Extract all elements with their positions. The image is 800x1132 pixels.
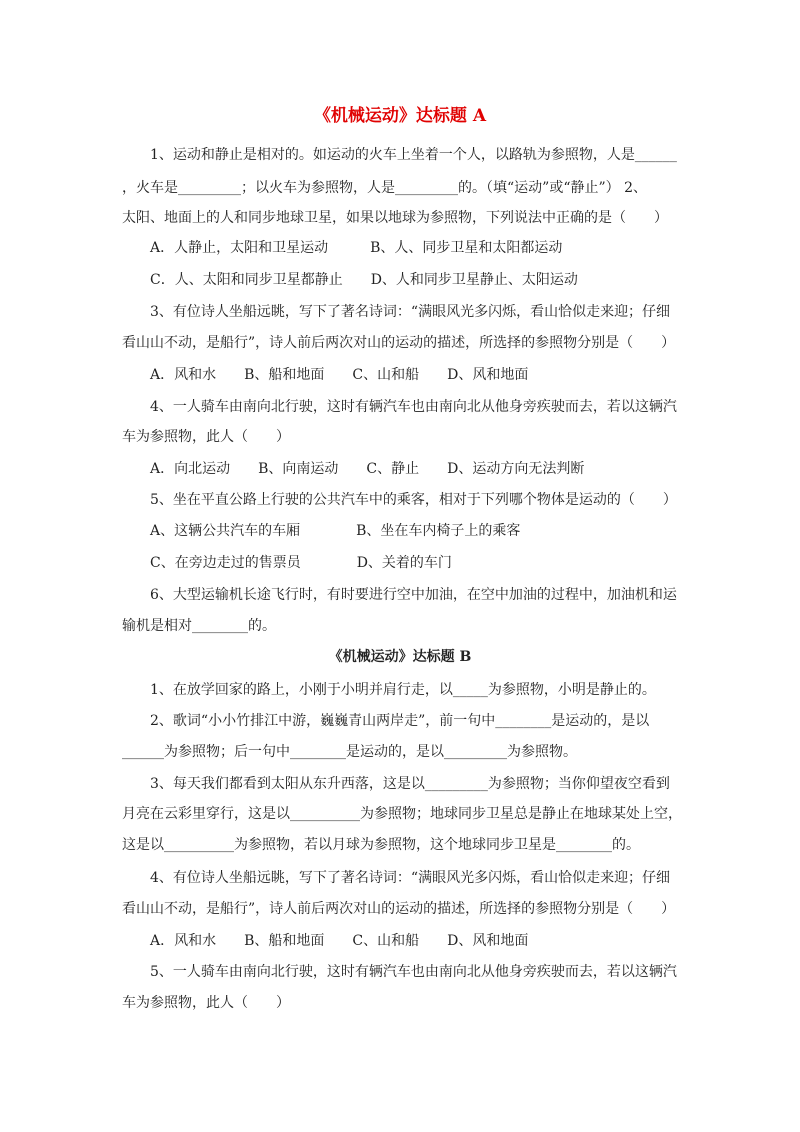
b-line-3: ______为参照物；后一句中________是运动的，是以_________为参照物。 <box>122 744 577 760</box>
a-line-13: A、这辆公共汽车的车厢 B、坐在车内椅子上的乘客 <box>150 523 521 539</box>
a-line-15: 6、大型运输机长途飞行时，有时要进行空中加油，在空中加油的过程中，加油机和运 <box>150 587 677 603</box>
a-line-6: 3、有位诗人坐船远眺，写下了著名诗词：“满眼风光多闪烁，看山恰似走来迎；仔细 <box>150 304 671 320</box>
a-line-14: C、在旁边走过的售票员 D、关着的车门 <box>150 555 452 571</box>
b-line-10: 5、一人骑车由南向北行驶，这时有辆汽车也由南向北从他身旁疾驶而去，若以这辆汽 <box>150 964 677 980</box>
a-line-3: 太阳、地面上的人和同步地球卫星，如果以地球为参照物，下列说法中正确的是（ ） <box>122 210 668 226</box>
a-line-1: 1、运动和静止是相对的。如运动的火车上坐着一个人，以路轨为参照物，人是______ <box>150 147 677 163</box>
b-line-7: 4、有位诗人坐船远眺，写下了著名诗词：“满眼风光多闪烁，看山恰似走来迎；仔细 <box>150 870 671 886</box>
b-line-11: 车为参照物，此人（ ） <box>122 995 290 1011</box>
a-line-2: ，火车是_________；以火车为参照物，人是_________的。（填“运动”或“静止”） 2、 <box>122 180 647 196</box>
a-line-10: 车为参照物，此人（ ） <box>122 429 290 445</box>
b-line-9: A．风和水 B、船和地面 C、山和船 D、风和地面 <box>150 933 529 949</box>
a-line-8: A．风和水 B、船和地面 C、山和船 D、风和地面 <box>150 367 529 383</box>
b-line-8: 看山山不动，是船行”，诗人前后两次对山的运动的描述，所选择的参照物分别是（ ） <box>122 901 676 917</box>
a-line-4: A．人静止，太阳和卫星运动 B、人、同步卫星和太阳都运动 <box>150 240 563 256</box>
a-line-9: 4、一人骑车由南向北行驶，这时有辆汽车也由南向北从他身旁疾驶而去，若以这辆汽 <box>150 399 677 415</box>
title-a: 《机械运动》达标题 A <box>313 106 487 126</box>
b-line-5: 月亮在云彩里穿行，这是以__________为参照物；地球同步卫星总是静止在地球某处上空， <box>122 806 682 822</box>
a-line-5: C．人、太阳和同步卫星都静止 D、人和同步卫星静止、太阳运动 <box>150 272 578 288</box>
b-line-6: 这是以__________为参照物，若以月球为参照物，这个地球同步卫星是________的。 <box>122 837 640 853</box>
a-line-16: 输机是相对________的。 <box>122 618 276 634</box>
a-line-11: A．向北运动 B、向南运动 C、静止 D、运动方向无法判断 <box>150 461 585 477</box>
title-b: 《机械运动》达标题 B <box>328 649 472 665</box>
b-line-2: 2、歌词“小小竹排江中游，巍巍青山两岸走”，前一句中________是运动的，是以 <box>150 713 650 729</box>
b-line-1: 1、在放学回家的路上，小刚于小明并肩行走，以_____为参照物，小明是静止的。 <box>150 682 656 698</box>
a-line-7: 看山山不动，是船行”，诗人前后两次对山的运动的描述，所选择的参照物分别是（ ） <box>122 335 676 351</box>
b-line-4: 3、每天我们都看到太阳从东升西落，这是以_________为参照物；当你仰望夜空看到 <box>150 776 670 792</box>
a-line-12: 5、坐在平直公路上行驶的公共汽车中的乘客，相对于下列哪个物体是运动的（ ） <box>150 492 677 508</box>
